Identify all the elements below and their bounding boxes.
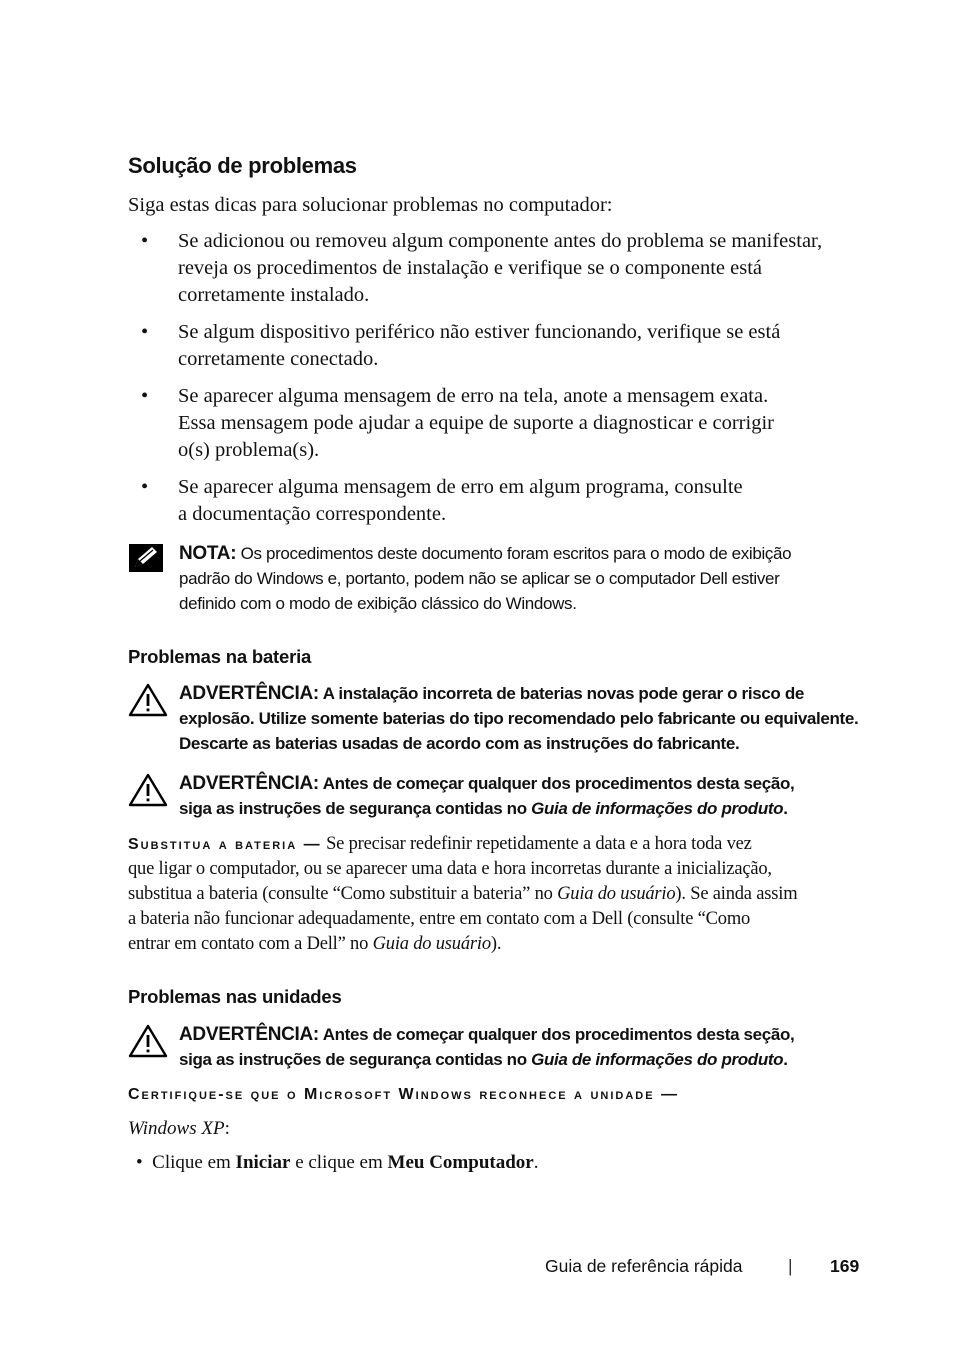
footer-guide-name: Guia de referência rápida — [545, 1256, 743, 1276]
tips-list — [141, 228, 861, 538]
list-item: • Se adicionou ou removeu algum componente antes do problema se manifestar, reveja os procedimentos de instalação e verifique se o componente está corretamente instalado. — [141, 230, 823, 306]
warning-box — [128, 681, 858, 761]
replace-battery-heading: Substitua a bateria — — [128, 836, 322, 853]
list-item: • Se algum dispositivo periférico não estiver funcionando, verifique se está corretamente conectado. — [141, 321, 781, 370]
list-item: • Clique em Iniciar e clique em Meu Computador. — [136, 1152, 539, 1173]
section-title: Solução de problemas — [128, 153, 357, 178]
note-box — [128, 541, 858, 621]
warning-triangle-icon — [128, 683, 168, 717]
list-item: • Se aparecer alguma mensagem de erro em algum programa, consulte a documentação correspondente. — [141, 476, 743, 525]
drives-heading: Problemas nas unidades — [128, 986, 342, 1007]
note-text: NOTA: Os procedimentos deste documento foram escritos para o modo de exibição padrão do Windows e, portanto, podem não se aplicar se o computador Dell estiver definido com o modo de exibição clássico do Windows. — [179, 543, 792, 613]
warning-box — [128, 771, 858, 825]
warning-triangle-icon — [128, 1024, 168, 1058]
warning-text: ADVERTÊNCIA: A instalação incorreta de baterias novas pode gerar o risco de explosão. Utilize somente baterias do tipo recomendado pelo fabricante ou equivalente. Descarte as baterias usadas de acordo com as instruções do fabricante. — [179, 683, 859, 753]
warning-text: ADVERTÊNCIA: Antes de começar qualquer dos procedimentos desta seção, siga as instruções de segurança contidas no Guia de informações do produto. — [179, 1024, 795, 1069]
intro-text: Siga estas dicas para solucionar problemas no computador: — [128, 194, 613, 216]
pencil-note-icon — [128, 543, 164, 573]
os-label: Windows XP: — [128, 1118, 230, 1139]
page-number: 169 — [830, 1256, 860, 1276]
check-windows-heading: Certifique-se que o Microsoft Windows reconhece a unidade — — [128, 1086, 680, 1103]
battery-heading: Problemas na bateria — [128, 646, 312, 667]
warning-triangle-icon — [128, 773, 168, 807]
warning-box — [128, 1022, 858, 1076]
list-item: • Se aparecer alguma mensagem de erro na tela, anote a mensagem exata. Essa mensagem pode ajudar a equipe de suporte a diagnosticar e corrigir o(s) problema(s). — [141, 385, 774, 461]
footer-separator: | — [788, 1256, 793, 1276]
warning-text: ADVERTÊNCIA: Antes de começar qualquer dos procedimentos desta seção, siga as instruções de segurança contidas no Guia de informações do produto. — [179, 773, 795, 818]
replace-battery-paragraph: Substitua a bateria — Se precisar redefinir repetidamente a data e a hora toda vez que ligar o computador, ou se aparecer uma data e hora incorretas durante a inicialização, substitua a bateria (consulte “Como substituir a bateria” no Guia do usuário). Se ainda assim a bateria não funcionar adequadamente, entre em contato com a Dell (consulte “Como entrar em contato com a Dell” no Guia do usuário). — [128, 834, 798, 954]
